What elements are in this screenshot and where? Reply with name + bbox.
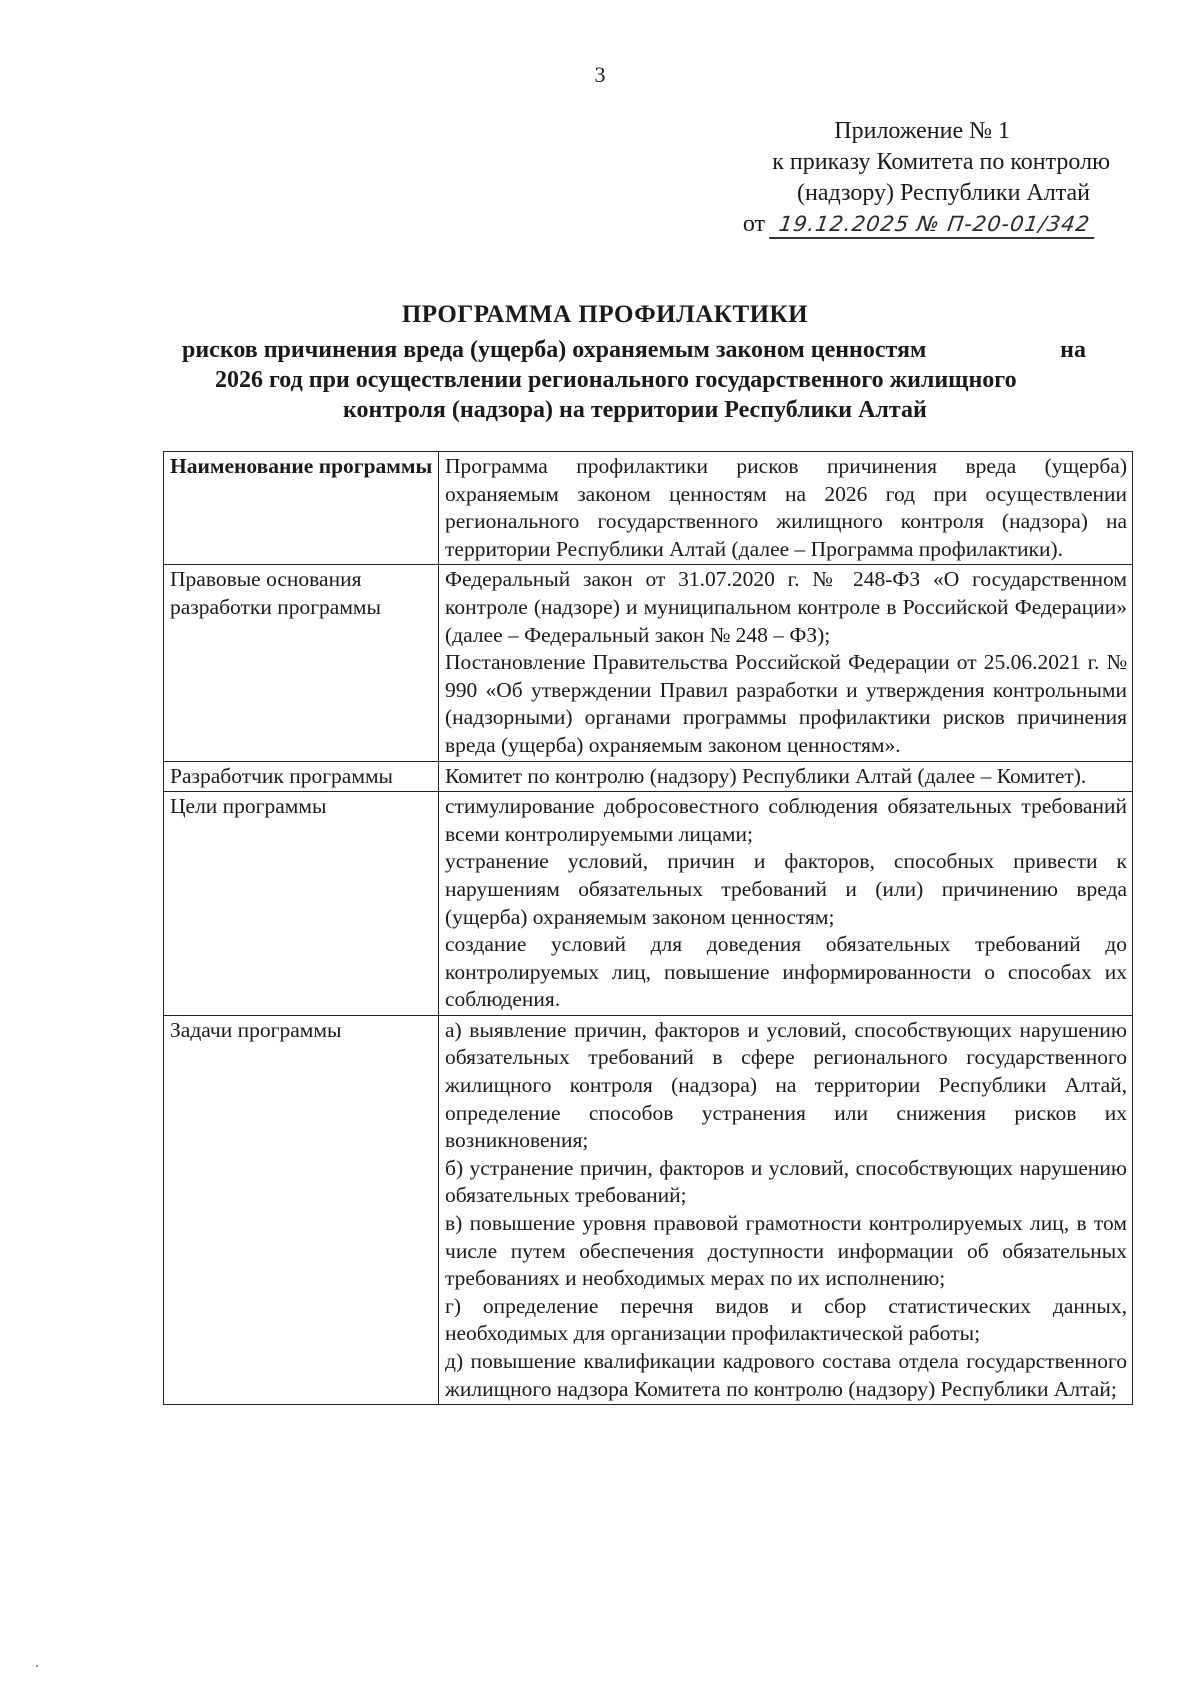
appendix-handwritten-date: 19.12.2025 № П-20-01/342 (769, 211, 1098, 239)
row-label: Цели программы (164, 792, 439, 1016)
row-paragraph: создание условий для доведения обязательных требований до контролируемых лиц, повышение информированности о способах их соблюдения. (445, 932, 1127, 1012)
title-line-1-text: рисков причинения вреда (ущерба) охраняемым законом ценностям (182, 337, 927, 363)
appendix-organization: (надзору) Республики Алтай (797, 180, 1090, 206)
row-paragraph: стимулирование добросовестного соблюдения обязательных требований всеми контролируемыми лицами; (445, 794, 1127, 846)
title-line-3: контроля (надзора) на территории Республики Алтай (343, 397, 927, 423)
table-row-tasks (164, 1015, 1133, 1404)
row-content (439, 452, 1133, 565)
row-paragraph: устранение условий, причин и факторов, способных привести к нарушениям обязательных требований и (или) причинению вреда (ущерба) охраняемым законом ценностям; (445, 849, 1127, 929)
row-paragraph: в) повышение уровня правовой грамотности контролируемых лиц, в том числе путем обеспечения доступности информации об обязательных требованиях и необходимых мерах по их исполнению; (445, 1211, 1127, 1291)
row-label: Правовые основания разработки программы (164, 565, 439, 761)
page-number: 3 (594, 62, 606, 87)
row-paragraph: Постановление Правительства Российской Федерации от 25.06.2021 г. № 990 «Об утверждении Правил разработки и утверждения контрольными (надзорными) органами программы профилактики рисков причинения вреда (ущерба) охраняемым законом ценностям». (445, 650, 1127, 757)
appendix-title: Приложение № 1 (834, 118, 1010, 144)
row-content (439, 792, 1133, 1016)
appendix-order-ref: к приказу Комитета по контролю (772, 149, 1110, 175)
title-line-2: 2026 год при осуществлении регионального государственного жилищного (215, 367, 1017, 393)
row-paragraph: а) выявление причин, факторов и условий, способствующих нарушению обязательных требований в сфере регионального государственного жилищного контроля (надзора) на территории Республики Алтай, определение способов устранения или снижения рисков их возникновения; (445, 1017, 1127, 1153)
row-content (439, 1015, 1133, 1404)
title-line-1 (160, 335, 1120, 365)
scan-margin-mark (36, 1665, 38, 1667)
row-content (439, 565, 1133, 761)
row-content (439, 761, 1133, 792)
appendix-date-prefix: от (742, 211, 766, 237)
program-title: ПРОГРАММА ПРОФИЛАКТИКИ (401, 301, 809, 328)
row-paragraph: б) устранение причин, факторов и условий, способствующих нарушению обязательных требований; (445, 1155, 1127, 1208)
row-label: Разработчик программы (164, 761, 439, 792)
row-paragraph: г) определение перечня видов и сбор статистических данных, необходимых для организации профилактической работы; (445, 1293, 1127, 1346)
table-row-developer (164, 761, 1133, 792)
program-passport-table (163, 451, 1133, 1405)
document-title (160, 300, 1120, 425)
row-paragraph: Федеральный закон от 31.07.2020 г. № 248-ФЗ «О государственном контроле (надзоре) и муниципальном контроле в Российской Федерации» (далее – Федеральный закон № 248 – ФЗ); (445, 567, 1127, 647)
row-paragraph: Комитет по контролю (надзору) Республики Алтай (далее – Комитет). (445, 763, 1087, 788)
table-row-legal-basis (164, 565, 1133, 761)
title-line-1-tail: на (1060, 337, 1086, 363)
table-row-goals (164, 792, 1133, 1016)
appendix-header (660, 116, 1110, 240)
row-label: Наименование программы (164, 452, 439, 565)
row-paragraph: д) повышение квалификации кадрового состава отдела государственного жилищного надзора Комитета по контролю (надзору) Республики Алтай; (445, 1349, 1127, 1401)
table-row-program-name (164, 452, 1133, 565)
row-label: Задачи программы (164, 1015, 439, 1404)
row-paragraph: Программа профилактики рисков причинения вреда (ущерба) охраняемым законом ценностям на 2026 год при осуществлении регионального государственного жилищного контроля (надзора) на территории Республики Алтай (далее – Программа профилактики). (445, 454, 1127, 561)
appendix-date-line (660, 209, 1110, 240)
